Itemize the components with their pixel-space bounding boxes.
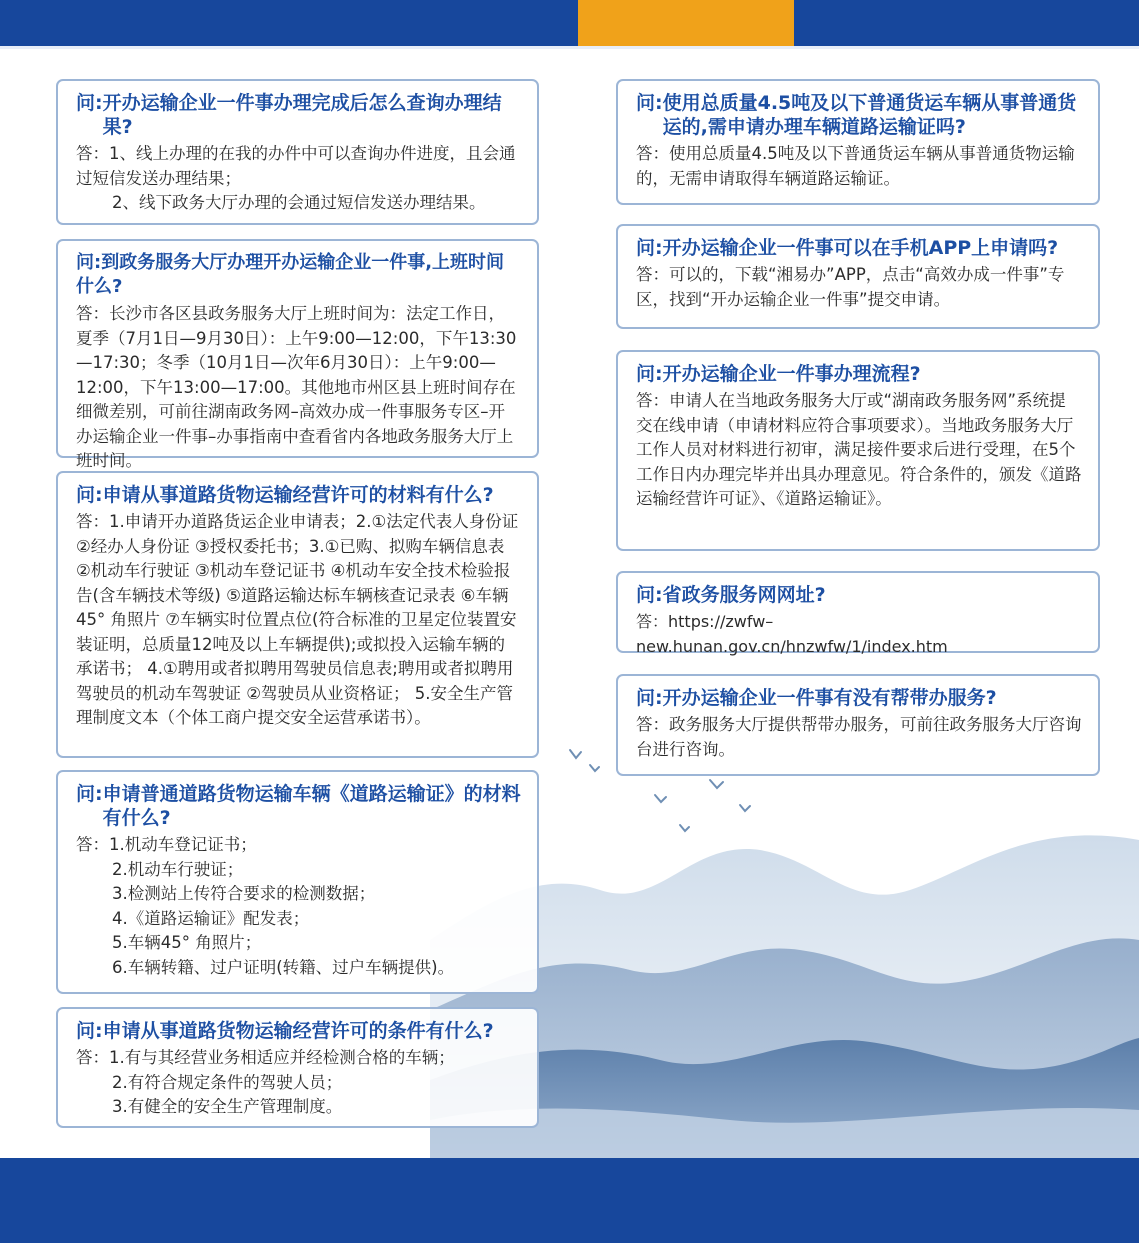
answer-line: 答：使用总质量4.5吨及以下普通货运车辆从事普通货物运输的，无需申请取得车辆道路运输证。 xyxy=(636,144,1075,188)
question-text: 开办运输企业一件事有没有帮带办服务? xyxy=(662,687,997,709)
answer-line: 3.检测站上传符合要求的检测数据； xyxy=(112,884,376,903)
faq-card xyxy=(616,674,1100,776)
faq-card xyxy=(56,770,539,994)
answer-line: 6.车辆转籍、过户证明(转籍、过户车辆提供)。 xyxy=(112,957,455,977)
question-text: 申请从事道路货物运输经营许可的条件有什么? xyxy=(102,1020,494,1042)
question-prefix: 问: xyxy=(76,1020,103,1042)
faq-question xyxy=(76,782,521,830)
question-text: 开办运输企业一件事办理流程? xyxy=(662,363,921,385)
faq-question xyxy=(76,1019,521,1043)
answer-line: 5.车辆45° 角照片； xyxy=(112,933,262,952)
faq-question xyxy=(636,583,1082,607)
faq-card xyxy=(616,571,1100,656)
faq-card xyxy=(616,224,1100,329)
answer-line: 2.有符合规定条件的驾驶人员； xyxy=(112,1072,343,1092)
question-text: 到政务服务大厅办理开办运输企业一件事,上班时间什么? xyxy=(76,252,505,297)
faq-card xyxy=(616,79,1100,205)
question-text: 开办运输企业一件事办理完成后怎么查询办理结果? xyxy=(102,92,502,138)
question-text: 开办运输企业一件事可以在手机APP上申请吗? xyxy=(662,237,1059,259)
faq-answer xyxy=(636,263,1082,312)
question-prefix: 问: xyxy=(76,92,103,114)
website-url[interactable]: 答：https://zwfw–new.hunan.gov.cn/hnzwfw/1/index.htm xyxy=(636,612,948,656)
question-prefix: 问: xyxy=(76,484,103,506)
answer-line: 答：1.申请开办道路货运企业申请表；2.①法定代表人身份证 ②经办人身份证 ③授权委托书；3.①已购、拟购车辆信息表 ②机动车行驶证 ③机动车登记证书 ④机动车安全技术检验报告(含车辆技术等级) ⑤道路运输达标车辆核查记录表 ⑥车辆45° 角照片 ⑦车辆实时位置点位(符合标准的卫星定位装置安装证明，总质量12吨及以上车辆提供);或拟投入运输车辆的承诺书； 4.①聘用或者拟聘用驾驶员信息表;聘用或者拟聘用驾驶员的机动车驾驶证 ②驾驶员从业资格证； 5.安全生产管理制度文本（个体工商户提交安全运营承诺书）。 xyxy=(76,512,519,727)
answer-line: 3.有健全的安全生产管理制度。 xyxy=(112,1097,343,1116)
faq-question xyxy=(636,686,1082,710)
answer-line: 答：长沙市各区县政务服务大厅上班时间为：法定工作日，夏季（7月1日—9月30日）：上午9:00—12:00，下午13:30—17:30；冬季（10月1日—次年6月30日）：上午9:00—12:00，下午13:00—17:00。其他地市州区县上班时间存在细微差别，可前往湖南政务网–高效办成一件事服务专区–开办运输企业一件事–办事指南中查看省内各地政务服务大厅上班时间。 xyxy=(76,304,517,470)
answer-line: 2、线下政务大厅办理的会通过短信发送办理结果。 xyxy=(112,193,486,212)
question-text: 申请普通道路货物运输车辆《道路运输证》的材料有什么? xyxy=(102,783,521,829)
answer-line: 答：可以的，下载“湘易办”APP，点击“高效办成一件事”专区，找到“开办运输企业一件事”提交申请。 xyxy=(636,265,1065,309)
faq-question xyxy=(76,251,521,299)
answer-line: 答：1、线上办理的在我的办件中可以查询办件进度，且会通过短信发送办理结果； xyxy=(76,144,516,188)
question-prefix: 问: xyxy=(636,584,663,606)
question-prefix: 问: xyxy=(76,252,102,273)
top-accent-block xyxy=(578,0,794,46)
faq-question xyxy=(636,236,1082,260)
faq-answer xyxy=(636,610,1082,659)
faq-answer xyxy=(76,833,521,980)
faq-card xyxy=(56,79,539,225)
faq-answer xyxy=(76,142,521,216)
question-prefix: 问: xyxy=(636,363,663,385)
answer-line: 2.机动车行驶证； xyxy=(112,859,244,879)
question-text: 使用总质量4.5吨及以下普通货运车辆从事普通货运的,需申请办理车辆道路运输证吗? xyxy=(662,92,1077,138)
question-prefix: 问: xyxy=(636,92,663,114)
faq-question xyxy=(76,91,521,139)
faq-answer xyxy=(636,713,1082,762)
bottom-banner-bar xyxy=(0,1158,1139,1243)
faq-answer xyxy=(636,142,1082,191)
faq-answer xyxy=(76,1046,521,1120)
faq-answer xyxy=(76,302,521,474)
faq-card xyxy=(616,350,1100,551)
faq-question xyxy=(636,362,1082,386)
answer-line: 答：政务服务大厅提供帮带办服务，可前往政务服务大厅咨询台进行咨询。 xyxy=(636,715,1082,759)
faq-card xyxy=(56,1007,539,1128)
faq-card xyxy=(56,239,539,470)
question-prefix: 问: xyxy=(636,237,663,259)
question-text: 省政务服务网网址? xyxy=(662,584,826,606)
faq-answer xyxy=(636,389,1082,512)
faq-question xyxy=(76,483,521,507)
faq-answer xyxy=(76,510,521,731)
answer-line: 答：申请人在当地政务服务大厅或“湖南政务服务网”系统提交在线申请（申请材料应符合事项要求）。当地政务服务大厅工作人员对材料进行初审，满足接件要求后进行受理，在5个工作日内办理完毕并出具办理意见。符合条件的，颁发《道路运输经营许可证》、《道路运输证》。 xyxy=(636,391,1082,508)
question-text: 申请从事道路货物运输经营许可的材料有什么? xyxy=(102,484,494,506)
faq-question xyxy=(636,91,1082,139)
faq-card xyxy=(56,471,539,758)
top-divider xyxy=(0,46,1139,49)
top-banner-bar xyxy=(0,0,1139,46)
answer-line: 答：1.有与其经营业务相适应并经检测合格的车辆； xyxy=(76,1048,455,1067)
question-prefix: 问: xyxy=(636,687,663,709)
answer-line: 答：1.机动车登记证书； xyxy=(76,835,257,854)
answer-line: 4.《道路运输证》配发表； xyxy=(112,908,310,928)
question-prefix: 问: xyxy=(76,783,103,805)
